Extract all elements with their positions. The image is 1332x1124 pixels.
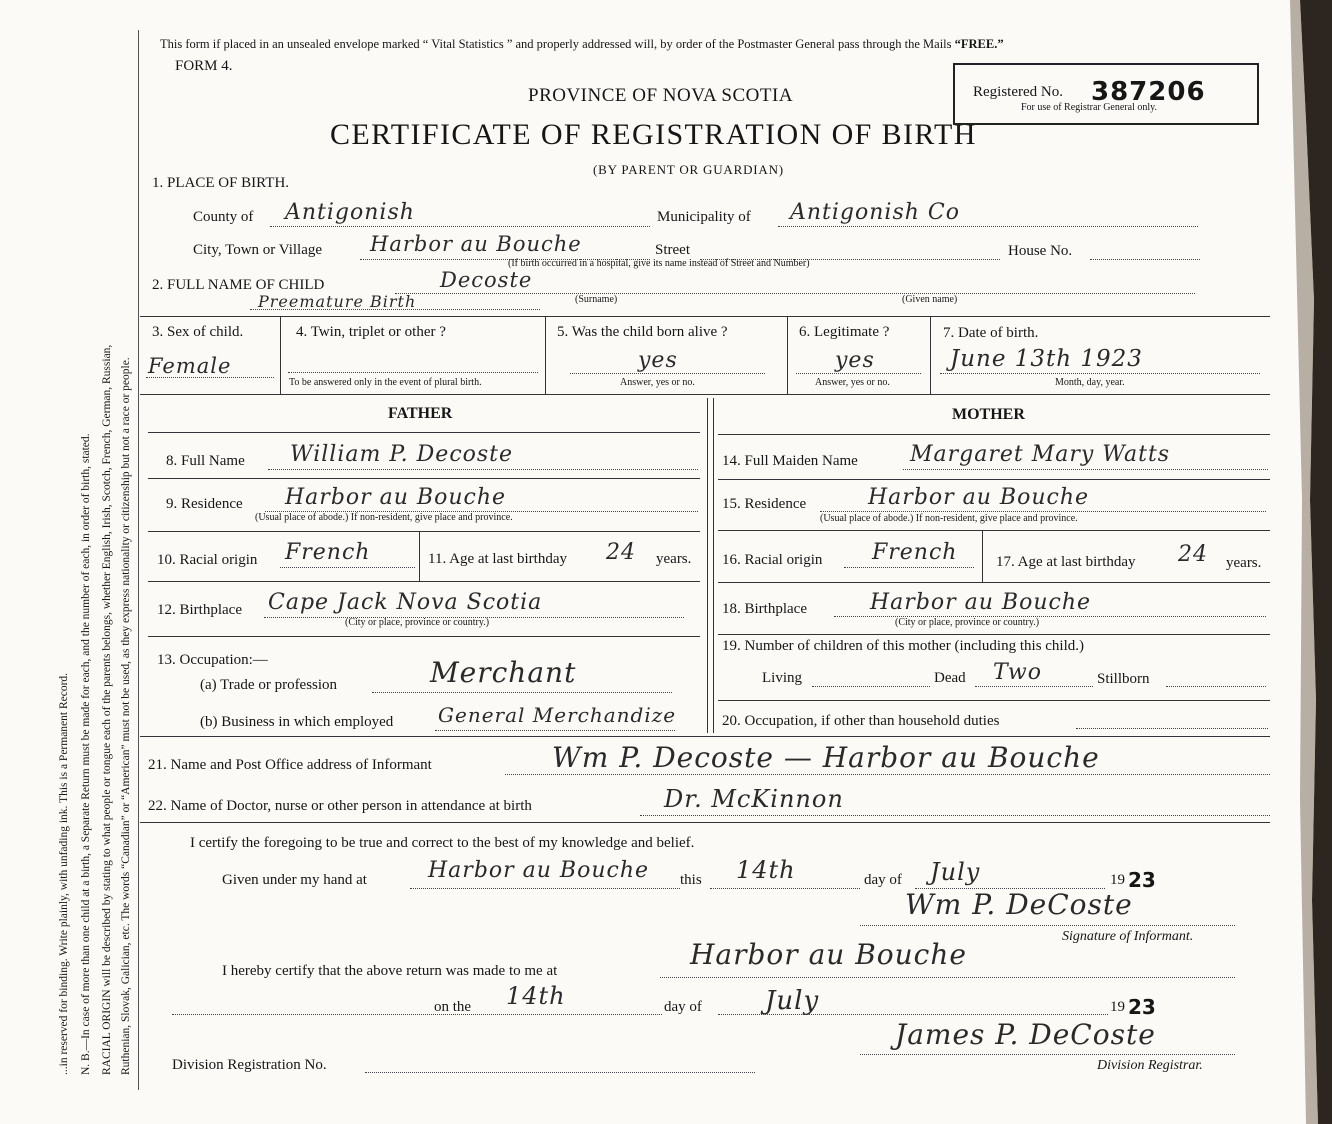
sex-label: 3. Sex of child. [152, 324, 244, 340]
mother-birthplace-value: Harbor au Bouche [870, 590, 1092, 615]
surname-caption: (Surname) [575, 294, 618, 305]
child-surname-value: Decoste [440, 268, 533, 292]
city-label: City, Town or Village [193, 242, 323, 258]
occupation-label: 13. Occupation:— [157, 652, 268, 668]
municipality-label: Municipality of [657, 209, 751, 225]
mother-age-label: 17. Age at last birthday [996, 554, 1136, 570]
given-day-of-label: day of [864, 872, 902, 888]
signature-of-informant-caption: Signature of Informant. [1062, 929, 1194, 944]
this-label: this [680, 872, 702, 888]
on-the-label: on the [434, 999, 472, 1015]
dead-label: Dead [934, 670, 966, 686]
legitimate-value: yes [835, 348, 875, 373]
child-name-label: 2. FULL NAME OF CHILD [152, 277, 325, 293]
father-name-value: William P. Decoste [290, 442, 514, 467]
father-racial-label: 10. Racial origin [157, 552, 258, 568]
father-name-label: 8. Full Name [166, 453, 245, 469]
father-age-value: 24 [606, 540, 636, 565]
division-registrar-caption: Division Registrar. [1097, 1058, 1203, 1073]
given-day-value: 14th [736, 856, 796, 884]
father-residence-note: (Usual place of abode.) If non-resident, give place and province. [255, 512, 513, 523]
dob-label: 7. Date of birth. [943, 325, 1039, 341]
hereby-certify-statement: I hereby certify that the above return was made to me at [222, 963, 558, 979]
father-heading: FATHER [388, 405, 453, 422]
binding-margin-line [138, 30, 139, 1090]
registered-box [953, 63, 1259, 125]
form-number: FORM 4. [175, 58, 233, 74]
given-year-value: 23 [1128, 868, 1156, 892]
mother-racial-label: 16. Racial origin [722, 552, 823, 568]
father-residence-value: Harbor au Bouche [285, 485, 507, 510]
business-label: (b) Business in which employed [200, 714, 394, 730]
mother-age-unit: years. [1226, 555, 1262, 571]
side-note-multiple-births: N. B.—In case of more than one child at a birth, a Separate Return must be made for each, and the number of each, in order of birth, stated. [80, 433, 92, 1075]
born-alive-value: yes [638, 348, 678, 373]
dob-value: June 13th 1923 [950, 346, 1143, 372]
county-label: County of [193, 209, 254, 225]
mother-residence-note: (Usual place of abode.) If non-resident, give place and province. [820, 513, 1078, 524]
mother-age-value: 24 [1178, 542, 1208, 567]
registrar-place-value: Harbor au Bouche [690, 938, 967, 971]
child-given-value: Preemature Birth [258, 292, 417, 311]
mother-birthplace-note: (City or place, province or country.) [895, 617, 1040, 628]
registered-note: For use of Registrar General only. [1021, 102, 1157, 113]
legitimate-caption: Answer, yes or no. [815, 377, 890, 388]
father-birthplace-value: Cape Jack Nova Scotia [268, 590, 543, 615]
registered-day-of-label: day of [664, 999, 702, 1015]
father-birthplace-note: (City or place, province or country.) [345, 617, 490, 628]
mail-notice: This form if placed in an unsealed envelope marked “ Vital Statistics ” and properly addressed will, by order of the Postmaster General pass through the Mails “FREE.” [160, 37, 1004, 51]
mother-residence-value: Harbor au Bouche [868, 485, 1090, 510]
mother-residence-label: 15. Residence [722, 496, 807, 512]
given-year-prefix: 19 [1110, 872, 1125, 888]
children-count-label: 19. Number of children of this mother (including this child.) [722, 638, 1085, 654]
mother-name-value: Margaret Mary Watts [910, 442, 1171, 467]
municipality-value: Antigonish Co [790, 200, 960, 225]
province-heading: PROVINCE OF NOVA SCOTIA [528, 85, 794, 106]
street-label: Street [655, 242, 690, 258]
dob-caption: Month, day, year. [1055, 377, 1125, 388]
dead-value: Two [993, 660, 1042, 685]
mother-heading: MOTHER [952, 406, 1025, 423]
page-title: CERTIFICATE OF REGISTRATION OF BIRTH [330, 118, 977, 151]
doctor-label: 22. Name of Doctor, nurse or other person in attendance at birth [148, 798, 532, 814]
city-value: Harbor au Bouche [370, 232, 582, 256]
side-note-binding: ...in reserved for binding. Write plainly, with unfading ink. This is a Permanent Record. [58, 672, 70, 1075]
hospital-note: (If birth occurred in a hospital, give its name instead of Street and Number) [508, 258, 810, 269]
twin-label: 4. Twin, triplet or other ? [296, 324, 446, 340]
father-residence-label: 9. Residence [166, 496, 243, 512]
born-alive-label: 5. Was the child born alive ? [557, 324, 728, 340]
registrar-signature: James P. DeCoste [895, 1018, 1156, 1051]
county-value: Antigonish [285, 200, 415, 225]
division-registration-label: Division Registration No. [172, 1057, 327, 1073]
given-under-label: Given under my hand at [222, 872, 367, 888]
informant-signature: Wm P. DeCoste [905, 888, 1133, 921]
mother-birthplace-label: 18. Birthplace [722, 601, 807, 617]
free-label: “FREE.” [954, 37, 1004, 51]
legitimate-label: 6. Legitimate ? [799, 324, 890, 340]
twin-note: To be answered only in the event of plural birth. [289, 377, 482, 388]
living-label: Living [762, 670, 802, 686]
trade-label: (a) Trade or profession [200, 677, 338, 693]
informant-value: Wm P. Decoste — Harbor au Bouche [552, 741, 1100, 774]
doctor-value: Dr. McKinnon [664, 785, 844, 813]
house-number-label: House No. [1008, 243, 1073, 259]
born-alive-caption: Answer, yes or no. [620, 377, 695, 388]
registered-label: Registered No. [973, 84, 1063, 100]
certify-statement: I certify the foregoing to be true and correct to the best of my knowledge and belief. [190, 835, 695, 851]
mother-racial-value: French [872, 540, 958, 565]
registered-year-value: 23 [1128, 995, 1156, 1019]
registered-number: 387206 [1091, 77, 1206, 107]
informant-label: 21. Name and Post Office address of Informant [148, 757, 432, 773]
given-name-caption: (Given name) [902, 294, 958, 305]
place-of-birth-label: 1. PLACE OF BIRTH. [152, 175, 290, 191]
registered-year-prefix: 19 [1110, 999, 1125, 1015]
business-value: General Merchandize [438, 703, 677, 727]
sex-value: Female [148, 354, 232, 378]
mother-occupation-label: 20. Occupation, if other than household duties [722, 713, 1000, 729]
given-month-value: July [930, 858, 981, 886]
given-place-value: Harbor au Bouche [428, 858, 650, 883]
registered-day-value: 14th [506, 982, 566, 1010]
mother-name-label: 14. Full Maiden Name [722, 453, 858, 469]
father-racial-value: French [285, 540, 371, 565]
father-age-unit: years. [656, 551, 692, 567]
registered-month-value: July [765, 986, 820, 1016]
stillborn-label: Stillborn [1097, 671, 1150, 687]
father-birthplace-label: 12. Birthplace [157, 602, 242, 618]
side-note-racial-origin: RACIAL ORIGIN will be described by stating to what people or tongue each of the parents belongs, whether English, Irish, Scotch, French, German, Russian, [101, 344, 113, 1075]
father-age-label: 11. Age at last birthday [428, 551, 567, 567]
page-subtitle: (BY PARENT OR GUARDIAN) [593, 162, 784, 177]
trade-value: Merchant [430, 656, 577, 689]
side-note-canadian: Ruthenian, Slovak, Galician, etc. The words “Canadian” or “American” must not be used, as they express nationality or citizenship but not a race or people. [120, 357, 132, 1075]
